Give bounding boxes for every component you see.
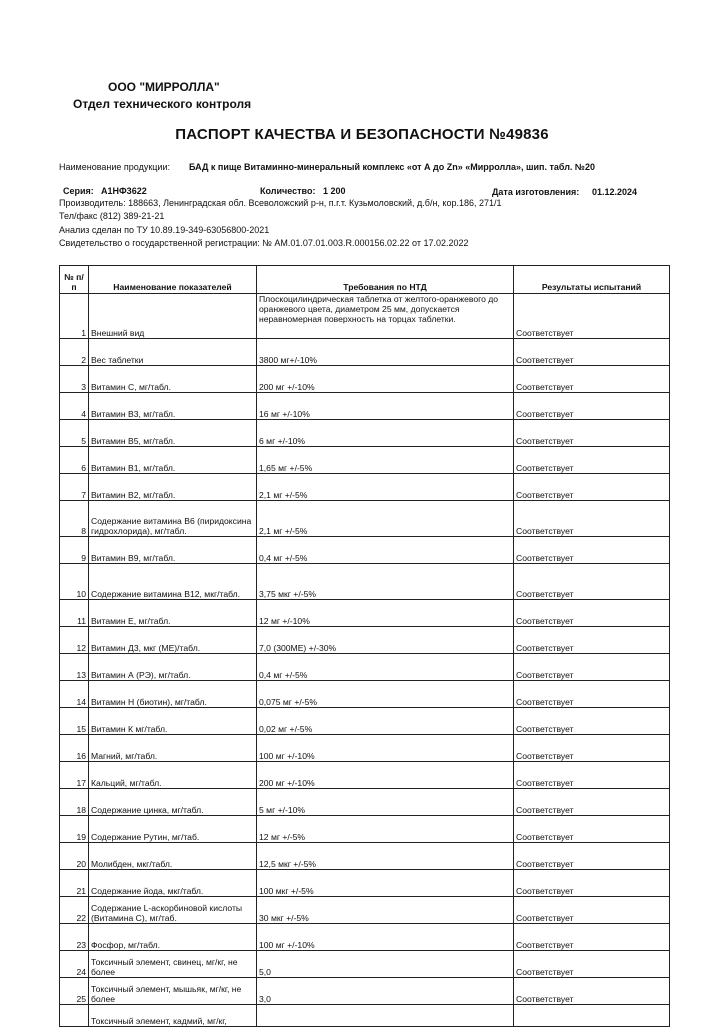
row-number-cell: 5 [60,420,89,447]
result-cell: Соответствует [514,654,670,681]
indicator-name-cell: Магний, мг/табл. [89,735,257,762]
result-cell: Соответствует [514,681,670,708]
result-cell: Соответствует [514,789,670,816]
requirement-cell: 0,02 мг +/-5% [257,708,514,735]
table-row [60,708,670,735]
indicator-name-cell: Витамин Д3, мкг (МЕ)/табл. [89,627,257,654]
table-row [60,600,670,627]
table-row [60,393,670,420]
requirement-cell [257,1005,514,1027]
result-cell: Соответствует [514,735,670,762]
table-row [60,537,670,564]
requirement-cell: 200 мг +/-10% [257,366,514,393]
requirement-cell: 30 мкг +/-5% [257,897,514,924]
row-number-cell: 11 [60,600,89,627]
row-number-cell [60,1005,89,1027]
indicator-name-cell: Фосфор, мг/табл. [89,924,257,951]
table-row [60,924,670,951]
row-number-cell: 18 [60,789,89,816]
header-results: Результаты испытаний [514,266,670,294]
requirement-cell: 5 мг +/-10% [257,789,514,816]
row-number-cell: 6 [60,447,89,474]
requirement-cell: Плоскоцилиндрическая таблетка от желтого-оранжевого до оранжевого цвета, диаметром 25 мм, допускается неравномерная поверхность на торцах таблетки. [257,294,514,339]
row-number-cell: 7 [60,474,89,501]
table-row [60,294,670,339]
row-number-cell: 16 [60,735,89,762]
indicator-name-cell: Содержание Рутин, мг/таб. [89,816,257,843]
row-number-cell: 3 [60,366,89,393]
header-num: № п/п [60,266,89,294]
table-body [60,294,670,1027]
row-number-cell: 10 [60,564,89,600]
row-number-cell: 2 [60,339,89,366]
indicator-name-cell: Витамин В3, мг/табл. [89,393,257,420]
row-number-cell: 12 [60,627,89,654]
indicator-name-cell: Молибден, мкг/табл. [89,843,257,870]
requirement-cell: 16 мг +/-10% [257,393,514,420]
manufacture-date-value: 01.12.2024 [592,187,638,197]
row-number-cell: 21 [60,870,89,897]
result-cell: Соответствует [514,339,670,366]
indicator-name-cell: Содержание цинка, мг/табл. [89,789,257,816]
row-number-cell: 13 [60,654,89,681]
result-cell: Соответствует [514,564,670,600]
requirement-cell: 3800 мг+/-10% [257,339,514,366]
table-row [60,762,670,789]
requirement-cell: 7,0 (300МЕ) +/-30% [257,627,514,654]
series-label: Серия: [63,186,94,196]
result-cell: Соответствует [514,537,670,564]
requirement-cell: 6 мг +/-10% [257,420,514,447]
row-number-cell: 4 [60,393,89,420]
indicator-name-cell: Кальций, мг/табл. [89,762,257,789]
table-row [60,564,670,600]
table-row [60,366,670,393]
row-number-cell: 9 [60,537,89,564]
row-number-cell: 23 [60,924,89,951]
manufacture-date-label: Дата изготовления: [492,187,580,197]
table-row [60,447,670,474]
indicator-name-cell: Токсичный элемент, свинец, мг/кг, не более [89,951,257,978]
result-cell: Соответствует [514,843,670,870]
table-row [60,843,670,870]
requirement-cell: 5,0 [257,951,514,978]
requirement-cell: 200 мг +/-10% [257,762,514,789]
indicator-name-cell: Витамин В9, мг/табл. [89,537,257,564]
organization-name: ООО "МИРРОЛЛА" [108,80,220,94]
table-row [60,870,670,897]
table-row [60,789,670,816]
indicator-name-cell: Содержание витамина В12, мкг/табл. [89,564,257,600]
row-number-cell: 1 [60,294,89,339]
product-label: Наименование продукции: [59,162,170,172]
table-row [60,420,670,447]
result-cell: Соответствует [514,762,670,789]
result-cell: Соответствует [514,816,670,843]
phone-line: Тел/факс (812) 389-21-21 [59,211,165,221]
table-row [60,816,670,843]
result-cell: Соответствует [514,501,670,537]
result-cell: Соответствует [514,978,670,1005]
requirement-cell: 3,0 [257,978,514,1005]
analysis-line: Анализ сделан по ТУ 10.89.19-349-63056800-2021 [59,225,270,235]
indicator-name-cell: Внешний вид [89,294,257,339]
result-cell: Соответствует [514,897,670,924]
result-cell: Соответствует [514,366,670,393]
header-requirements: Требования по НТД [257,266,514,294]
indicator-name-cell: Витамин В5, мг/табл. [89,420,257,447]
department-name: Отдел технического контроля [73,97,252,111]
requirement-cell: 12 мг +/-10% [257,600,514,627]
requirement-cell: 100 мг +/-10% [257,735,514,762]
row-number-cell: 17 [60,762,89,789]
result-cell: Соответствует [514,870,670,897]
requirement-cell: 1,65 мг +/-5% [257,447,514,474]
table-row [60,951,670,978]
result-cell: Соответствует [514,627,670,654]
table-row [60,1005,670,1027]
manufacturer-line: Производитель: 188663, Ленинградская обл. Всеволожский р-н, п.г.т. Кузьмоловский, д.б/н, кор.186, 271/1 [59,198,502,208]
row-number-cell: 20 [60,843,89,870]
indicator-name-cell: Витамин Е, мг/табл. [89,600,257,627]
indicator-name-cell: Содержание витамина В6 (пиридоксина гидрохлорида), мг/табл. [89,501,257,537]
indicator-name-cell: Витамин В2, мг/табл. [89,474,257,501]
result-cell: Соответствует [514,924,670,951]
requirement-cell: 100 мг +/-10% [257,924,514,951]
table-row [60,501,670,537]
indicator-name-cell: Токсичный элемент, мышьяк, мг/кг, не более [89,978,257,1005]
table-row [60,627,670,654]
requirement-cell: 2,1 мг +/-5% [257,501,514,537]
series-value: А1НФ3622 [101,186,147,196]
result-cell: Соответствует [514,951,670,978]
row-number-cell: 15 [60,708,89,735]
quantity-value: 1 200 [323,186,346,196]
row-number-cell: 22 [60,897,89,924]
indicator-name-cell: Витамин С, мг/табл. [89,366,257,393]
table-row [60,735,670,762]
requirement-cell: 12,5 мкг +/-5% [257,843,514,870]
requirement-cell: 2,1 мг +/-5% [257,474,514,501]
table-row [60,978,670,1005]
table-row [60,654,670,681]
indicator-name-cell: Токсичный элемент, кадмий, мг/кг, [89,1005,257,1027]
requirement-cell: 100 мкг +/-5% [257,870,514,897]
product-value: БАД к пище Витаминно-минеральный комплекс «от А до Zn» «Мирролла», шип. табл. №20 [189,162,595,172]
document-title: ПАСПОРТ КАЧЕСТВА И БЕЗОПАСНОСТИ №49836 [175,126,549,143]
requirement-cell: 0,4 мг +/-5% [257,537,514,564]
indicator-name-cell: Витамин В1, мг/табл. [89,447,257,474]
row-number-cell: 14 [60,681,89,708]
result-cell: Соответствует [514,708,670,735]
result-cell: Соответствует [514,474,670,501]
indicator-name-cell: Содержание йода, мкг/табл. [89,870,257,897]
result-cell: Соответствует [514,393,670,420]
header-name: Наименование показателей [89,266,257,294]
requirement-cell: 12 мг +/-5% [257,816,514,843]
table-row [60,474,670,501]
requirement-cell: 0,075 мг +/-5% [257,681,514,708]
result-cell: Соответствует [514,600,670,627]
indicator-name-cell: Витамин Н (биотин), мг/табл. [89,681,257,708]
indicator-name-cell: Содержание L-аскорбиновой кислоты (Витамина С), мг/таб. [89,897,257,924]
row-number-cell: 19 [60,816,89,843]
table-header-row [60,266,670,294]
indicator-name-cell: Витамин А (РЭ), мг/табл. [89,654,257,681]
indicator-name-cell: Витамин К мг/табл. [89,708,257,735]
quality-table [59,265,670,1027]
requirement-cell: 0,4 мг +/-5% [257,654,514,681]
table-row [60,681,670,708]
table-row [60,339,670,366]
result-cell: Соответствует [514,420,670,447]
result-cell: Соответствует [514,447,670,474]
certificate-line: Свидетельство о государственной регистрации: № АМ.01.07.01.003.R.000156.02.22 от 17.02.2022 [59,238,469,248]
result-cell [514,1005,670,1027]
result-cell: Соответствует [514,294,670,339]
row-number-cell: 24 [60,951,89,978]
row-number-cell: 8 [60,501,89,537]
requirement-cell: 3,75 мкг +/-5% [257,564,514,600]
quantity-label: Количество: [260,186,316,196]
indicator-name-cell: Вес таблетки [89,339,257,366]
table-row [60,897,670,924]
row-number-cell: 25 [60,978,89,1005]
